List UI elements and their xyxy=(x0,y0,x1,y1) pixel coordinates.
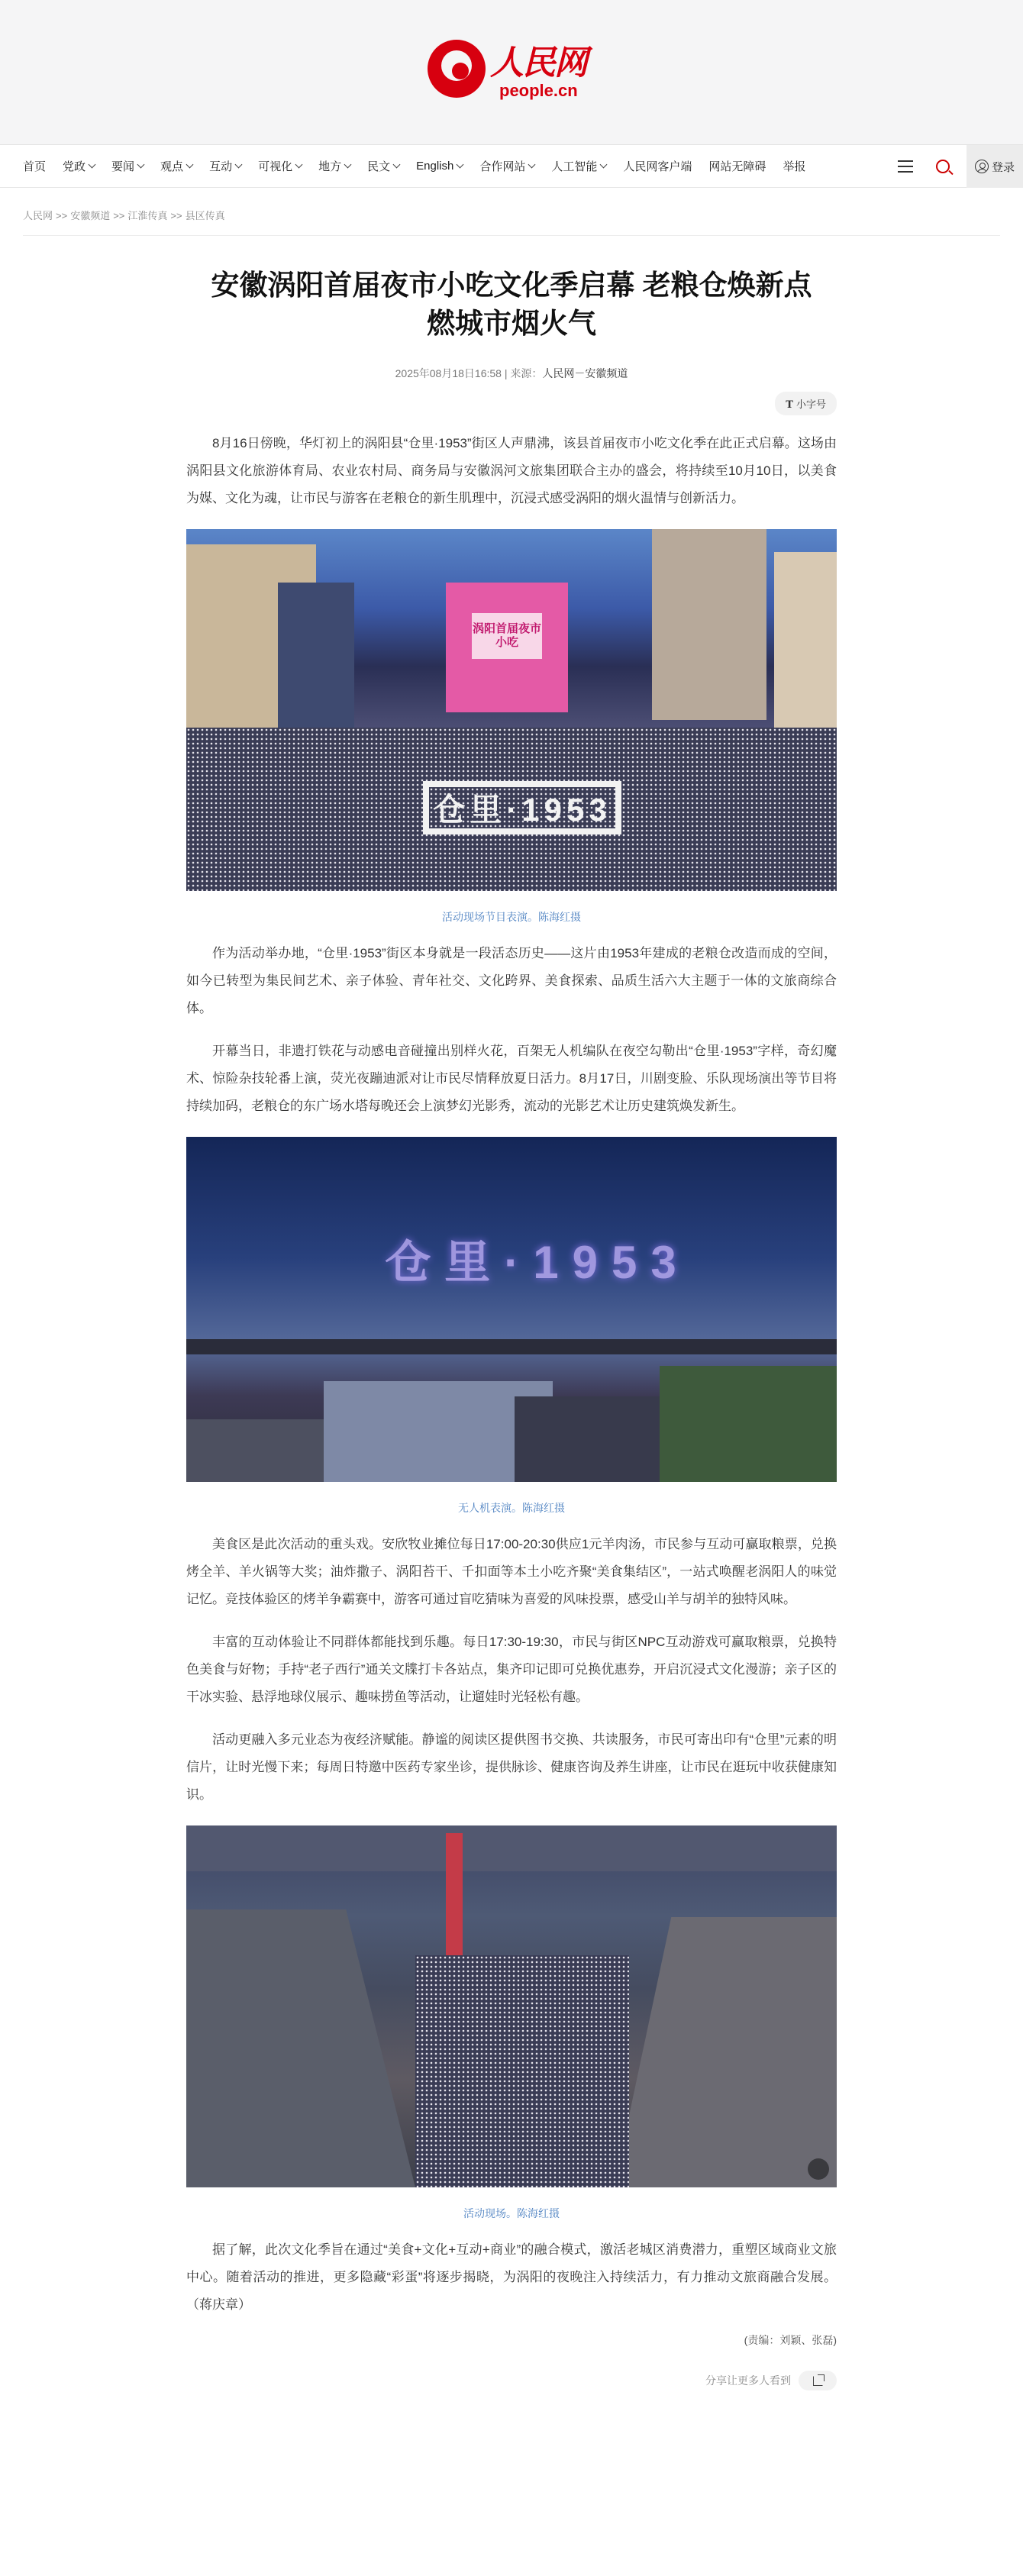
photo-sign: 仓里·1953 xyxy=(423,781,621,834)
chevron-down-icon xyxy=(600,161,608,169)
breadcrumb-link[interactable]: 人民网 xyxy=(23,210,53,221)
caption-3: 活动现场。陈海红摄 xyxy=(463,2208,560,2220)
publish-date: 2025年08月18日16:58 xyxy=(395,367,502,379)
share-row xyxy=(186,2371,837,2390)
article-meta xyxy=(186,366,837,381)
main-nav xyxy=(0,145,1023,188)
logo-mark-icon xyxy=(428,40,486,98)
chevron-down-icon xyxy=(89,161,96,169)
nav-item-6[interactable] xyxy=(318,158,350,174)
nav-item-0[interactable] xyxy=(23,158,46,174)
article xyxy=(186,266,837,2390)
photo-skyline xyxy=(186,1339,837,1354)
nav-item-12[interactable] xyxy=(708,158,766,174)
logo-chinese: 人民网 xyxy=(490,44,586,82)
photo-roof xyxy=(515,1396,683,1482)
nav-item-3[interactable] xyxy=(160,158,192,174)
paragraph-5: 丰富的互动体验让不同群体都能找到乐趣。每日17:30-19:30，市民与街区NPC互动游戏可赢取粮票，兑换特色美食与好物；手持“老子西行”通关文牒打卡各站点，集齐印记即可兑换优惠券，开启沉浸式文化漫游；亲子区的干冰实验、悬浮地球仪展示、趣味捞鱼等活动，让遛娃时光轻松有趣。 xyxy=(186,1635,837,1704)
editor-credit: (责编：刘颖、张磊) xyxy=(744,2334,837,2346)
nav-item-label: English xyxy=(416,160,454,173)
menu-icon[interactable] xyxy=(898,160,913,173)
nav-item-label: 要闻 xyxy=(111,160,135,173)
photo-warehouse-left xyxy=(186,1909,415,2187)
share-label: 分享让更多人看到 xyxy=(705,2374,791,2387)
nav-item-10[interactable] xyxy=(551,158,606,174)
breadcrumb-link[interactable]: 江淮传真 xyxy=(127,210,168,221)
paragraph-2: 作为活动举办地，“仓里·1953”街区本身就是一段活态历史——这片由1953年建成的老粮仓改造而成的空间，如今已转型为集民间艺术、亲子体验、青年社交、文化跨界、美食探索、品质生活六大主题于一体的文旅商综合体。 xyxy=(186,946,837,1015)
nav-item-label: 网站无障碍 xyxy=(708,160,766,173)
breadcrumb-link[interactable]: 县区传真 xyxy=(185,210,225,221)
paragraph-3: 开幕当日，非遗打铁花与动感电音碰撞出别样火花，百架无人机编队在夜空勾勒出“仓里·1953”字样，奇幻魔术、惊险杂技轮番上演，荧光夜蹦迪派对让市民尽情释放夏日活力。8月17日，川剧变脸、乐队现场演出等节目将持续加码，老粮仓的东广场水塔每晚还会上演梦幻光影秀，流动的光影艺术让历史建筑焕发新生。 xyxy=(186,1044,837,1113)
photo-roof xyxy=(186,1419,339,1482)
nav-item-label: 合作网站 xyxy=(479,160,526,173)
figure-2 xyxy=(186,1137,837,1516)
paragraph-6: 活动更融入多元业态为夜经济赋能。静谧的阅读区提供图书交换、共读服务，市民可寄出印有“仓里”元素的明信片，让时光慢下来；每周日特邀中医药专家坐诊，提供脉诊、健康咨询及养生讲座，让市民在逛玩中收获健康知识。 xyxy=(186,1732,837,1802)
drone-text: 仓里·1953 xyxy=(385,1237,690,1288)
font-size-button[interactable] xyxy=(775,392,837,415)
site-header xyxy=(0,0,1023,145)
breadcrumb-link[interactable]: 安徽频道 xyxy=(70,210,111,221)
nav-item-label: 互动 xyxy=(209,160,233,173)
chevron-down-icon xyxy=(186,161,194,169)
nav-item-label: 民文 xyxy=(367,160,391,173)
photo-stage-banner: 涡阳首届夜市小吃 xyxy=(472,613,542,659)
stage-crowd-photo xyxy=(186,529,837,891)
nav-item-label: 人民网客户端 xyxy=(623,160,692,173)
nav-item-1[interactable] xyxy=(63,158,95,174)
photo-building xyxy=(278,583,354,751)
nav-item-5[interactable] xyxy=(258,158,302,174)
nav-item-9[interactable] xyxy=(479,158,534,174)
nav-item-label: 人工智能 xyxy=(551,160,598,173)
chevron-down-icon xyxy=(393,161,401,169)
caption-2: 无人机表演。陈海红摄 xyxy=(458,1503,565,1515)
breadcrumb-separator: >> xyxy=(56,210,68,221)
caption-1: 活动现场节目表演。陈海红摄 xyxy=(442,912,581,924)
logo-english: people.cn xyxy=(499,81,578,100)
paragraph-1: 8月16日傍晚，华灯初上的涡阳县“仓里·1953”街区人声鼎沸，该县首届夜市小吃文化季在此正式启幕。这场由涡阳县文化旅游体育局、农业农村局、商务局与安徽涡河文旅集团联合主办的盛会，将持续至10月10日，以美食为媒、文化为魂，让市民与游客在老粮仓的新生肌理中，沉浸式感受涡阳的烟火温情与创新活力。 xyxy=(186,436,837,505)
photo-building xyxy=(774,552,837,751)
divider xyxy=(23,235,1000,236)
drone-show-photo xyxy=(186,1137,837,1482)
figure-1 xyxy=(186,529,837,925)
people-logo[interactable] xyxy=(428,34,603,102)
photo-city xyxy=(186,1825,837,1871)
chevron-down-icon xyxy=(295,161,303,169)
nav-item-label: 首页 xyxy=(23,160,47,173)
login-button[interactable] xyxy=(967,145,1023,188)
nav-item-11[interactable] xyxy=(623,158,692,174)
photo-warehouse-right xyxy=(614,1917,837,2187)
nav-item-label: 举报 xyxy=(783,160,806,173)
nav-item-8[interactable] xyxy=(416,160,463,173)
nav-item-13[interactable] xyxy=(783,158,805,174)
nav-item-4[interactable] xyxy=(209,158,241,174)
user-icon xyxy=(975,160,989,173)
source-link[interactable]: 人民网－安徽频道 xyxy=(542,367,628,379)
article-title: 安徽涡阳首届夜市小吃文化季启幕 老粮仓焕新点燃城市烟火气 xyxy=(211,270,812,339)
chevron-down-icon xyxy=(457,161,464,169)
photo-building xyxy=(652,529,766,720)
nav-item-7[interactable] xyxy=(367,158,399,174)
figure-3 xyxy=(186,1825,837,2221)
breadcrumb-separator: >> xyxy=(113,210,125,221)
photo-water-tower xyxy=(446,1833,463,1963)
nav-right xyxy=(898,145,1023,188)
event-aerial-photo xyxy=(186,1825,837,2187)
chevron-down-icon xyxy=(528,161,536,169)
photo-crowd xyxy=(415,1955,629,2187)
chevron-down-icon xyxy=(137,161,145,169)
paragraph-7: 据了解，此次文化季旨在通过“美食+文化+互动+商业”的融合模式，激活老城区消费潜力，重塑区域商业文旅中心。随着活动的推进，更多隐藏“彩蛋”将逐步揭晓，为涡阳的夜晚注入持续活力，有力推动文旅商融合发展。（蒋庆章） xyxy=(186,2242,837,2312)
font-size-label: 小字号 xyxy=(795,399,826,410)
breadcrumb xyxy=(23,208,1023,223)
nav-item-label: 观点 xyxy=(160,160,184,173)
image-zoom-icon[interactable] xyxy=(808,2158,829,2180)
nav-item-label: 地方 xyxy=(318,160,342,173)
chevron-down-icon xyxy=(235,161,243,169)
source-prefix: | 来源： xyxy=(501,367,543,379)
nav-item-2[interactable] xyxy=(111,158,144,174)
share-icon[interactable] xyxy=(799,2371,837,2390)
chevron-down-icon xyxy=(344,161,352,169)
nav-item-label: 党政 xyxy=(63,160,86,173)
photo-trees xyxy=(660,1366,837,1482)
paragraph-4: 美食区是此次活动的重头戏。安欣牧业摊位每日17:00-20:30供应1元羊肉汤，市民参与互动可赢取粮票，兑换烤全羊、羊火锅等大奖；油炸撒子、涡阳苔干、千扣面等本土小吃齐聚“美食集结区”，一站式唤醒老涡阳人的味觉记忆。竞技体验区的烤羊争霸赛中，游客可通过盲吃猜味为喜爱的风味投票，感受山羊与胡羊的独特风味。 xyxy=(186,1537,837,1606)
breadcrumb-separator: >> xyxy=(170,210,182,221)
login-label: 登录 xyxy=(991,160,1015,174)
nav-item-label: 可视化 xyxy=(258,160,293,173)
font-size-icon: T xyxy=(786,399,793,411)
search-icon[interactable] xyxy=(936,160,950,173)
